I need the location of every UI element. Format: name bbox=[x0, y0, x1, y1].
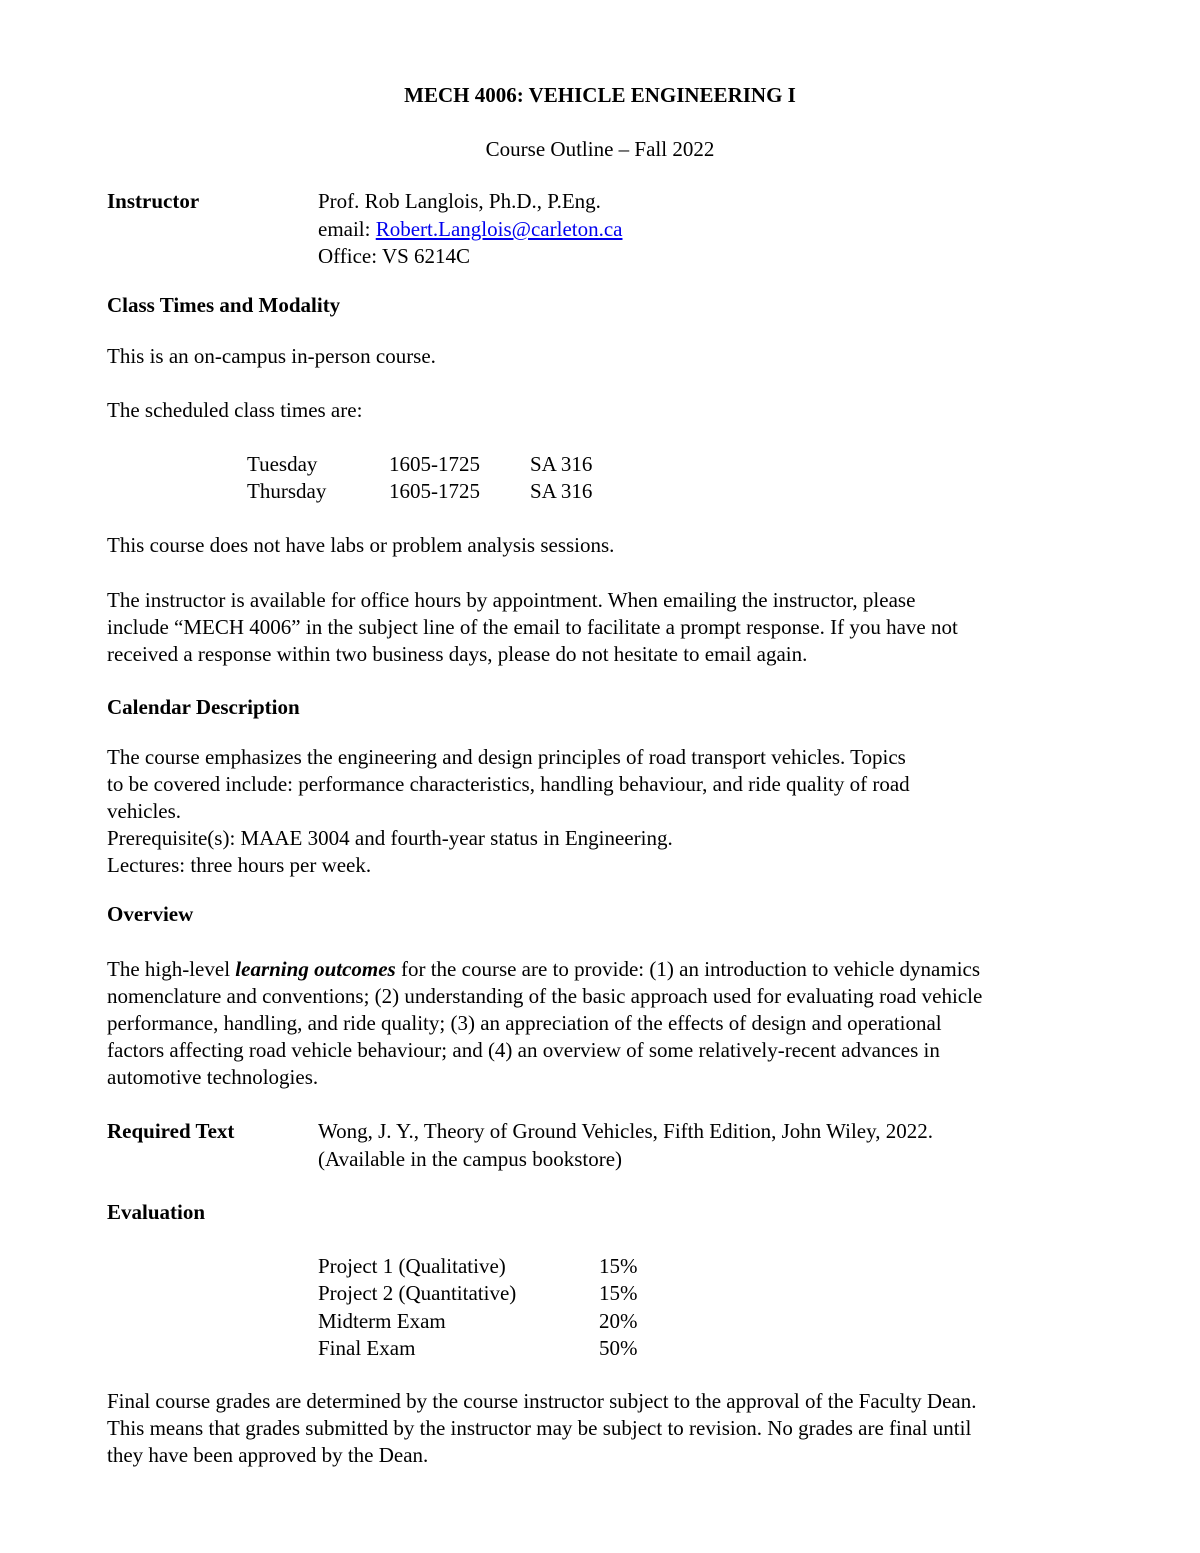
office-hours-paragraph bbox=[107, 587, 1107, 668]
instructor-email-line bbox=[318, 216, 622, 243]
schedule-room: SA 316 bbox=[530, 452, 593, 476]
class-times-heading: Class Times and Modality bbox=[107, 293, 341, 317]
calendar-description bbox=[107, 744, 1107, 879]
evaluation-item-name: Project 2 (Quantitative) bbox=[318, 1281, 517, 1305]
text-run: The high-level bbox=[107, 957, 236, 981]
required-text-citation: Wong, J. Y., Theory of Ground Vehicles, Fifth Edition, John Wiley, 2022. bbox=[318, 1119, 933, 1143]
paragraph-line: Final course grades are determined by the course instructor subject to the approval of the Faculty Dean. bbox=[107, 1389, 977, 1413]
paragraph-line bbox=[107, 956, 1107, 983]
paragraph-line: factors affecting road vehicle behaviour; and (4) an overview of some relatively-recent advances in bbox=[107, 1038, 940, 1062]
evaluation-item-name: Project 1 (Qualitative) bbox=[318, 1254, 506, 1278]
paragraph-line: The course emphasizes the engineering and design principles of road transport vehicles. Topics bbox=[107, 745, 906, 769]
evaluation-item-weight: 20% bbox=[599, 1309, 638, 1333]
paragraph-line: nomenclature and conventions; (2) understanding of the basic approach used for evaluating road vehicle bbox=[107, 984, 983, 1008]
prerequisites-line: Prerequisite(s): MAAE 3004 and fourth-year status in Engineering. bbox=[107, 826, 673, 850]
required-text-heading: Required Text bbox=[107, 1119, 235, 1143]
evaluation-item-name: Midterm Exam bbox=[318, 1309, 446, 1333]
schedule-day: Tuesday bbox=[247, 452, 318, 476]
text-run: for the course are to provide: (1) an introduction to vehicle dynamics bbox=[395, 957, 981, 981]
evaluation-heading: Evaluation bbox=[107, 1200, 206, 1224]
instructor-office: Office: VS 6214C bbox=[318, 244, 471, 268]
document-subtitle: Course Outline – Fall 2022 bbox=[485, 137, 715, 161]
email-label: email: bbox=[318, 217, 376, 241]
document-title: MECH 4006: VEHICLE ENGINEERING I bbox=[404, 83, 796, 107]
schedule-intro: The scheduled class times are: bbox=[107, 398, 363, 422]
paragraph-line: vehicles. bbox=[107, 799, 182, 823]
paragraph-line: they have been approved by the Dean. bbox=[107, 1443, 429, 1467]
schedule-room: SA 316 bbox=[530, 479, 593, 503]
emphasis-text: learning outcomes bbox=[235, 957, 396, 981]
instructor-heading: Instructor bbox=[107, 189, 200, 213]
paragraph-line: automotive technologies. bbox=[107, 1065, 319, 1089]
evaluation-item-weight: 15% bbox=[599, 1281, 638, 1305]
paragraph-line: The instructor is available for office hours by appointment. When emailing the instructor, please bbox=[107, 588, 916, 612]
lectures-line: Lectures: three hours per week. bbox=[107, 853, 372, 877]
evaluation-item-weight: 50% bbox=[599, 1336, 638, 1360]
evaluation-item-weight: 15% bbox=[599, 1254, 638, 1278]
paragraph-line: include “MECH 4006” in the subject line of the email to facilitate a prompt response. If you have not bbox=[107, 615, 958, 639]
overview-heading: Overview bbox=[107, 902, 194, 926]
paragraph-line: to be covered include: performance characteristics, handling behaviour, and ride quality of road bbox=[107, 772, 910, 796]
overview-paragraph bbox=[107, 956, 1107, 1091]
evaluation-item-name: Final Exam bbox=[318, 1336, 416, 1360]
instructor-name: Prof. Rob Langlois, Ph.D., P.Eng. bbox=[318, 189, 601, 213]
no-labs-text: This course does not have labs or problem analysis sessions. bbox=[107, 533, 615, 557]
modality-text: This is an on-campus in-person course. bbox=[107, 344, 436, 368]
email-link[interactable]: Robert.Langlois@carleton.ca bbox=[375, 217, 623, 241]
paragraph-line: received a response within two business days, please do not hesitate to email again. bbox=[107, 642, 808, 666]
required-text-availability: (Available in the campus bookstore) bbox=[318, 1147, 623, 1171]
paragraph-line: performance, handling, and ride quality; (3) an appreciation of the effects of design and operational bbox=[107, 1011, 942, 1035]
calendar-heading: Calendar Description bbox=[107, 695, 300, 719]
schedule-time: 1605-1725 bbox=[389, 479, 480, 503]
schedule-day: Thursday bbox=[247, 479, 327, 503]
paragraph-line: This means that grades submitted by the instructor may be subject to revision. No grades are final until bbox=[107, 1416, 972, 1440]
grades-note bbox=[107, 1388, 1107, 1469]
schedule-time: 1605-1725 bbox=[389, 452, 480, 476]
